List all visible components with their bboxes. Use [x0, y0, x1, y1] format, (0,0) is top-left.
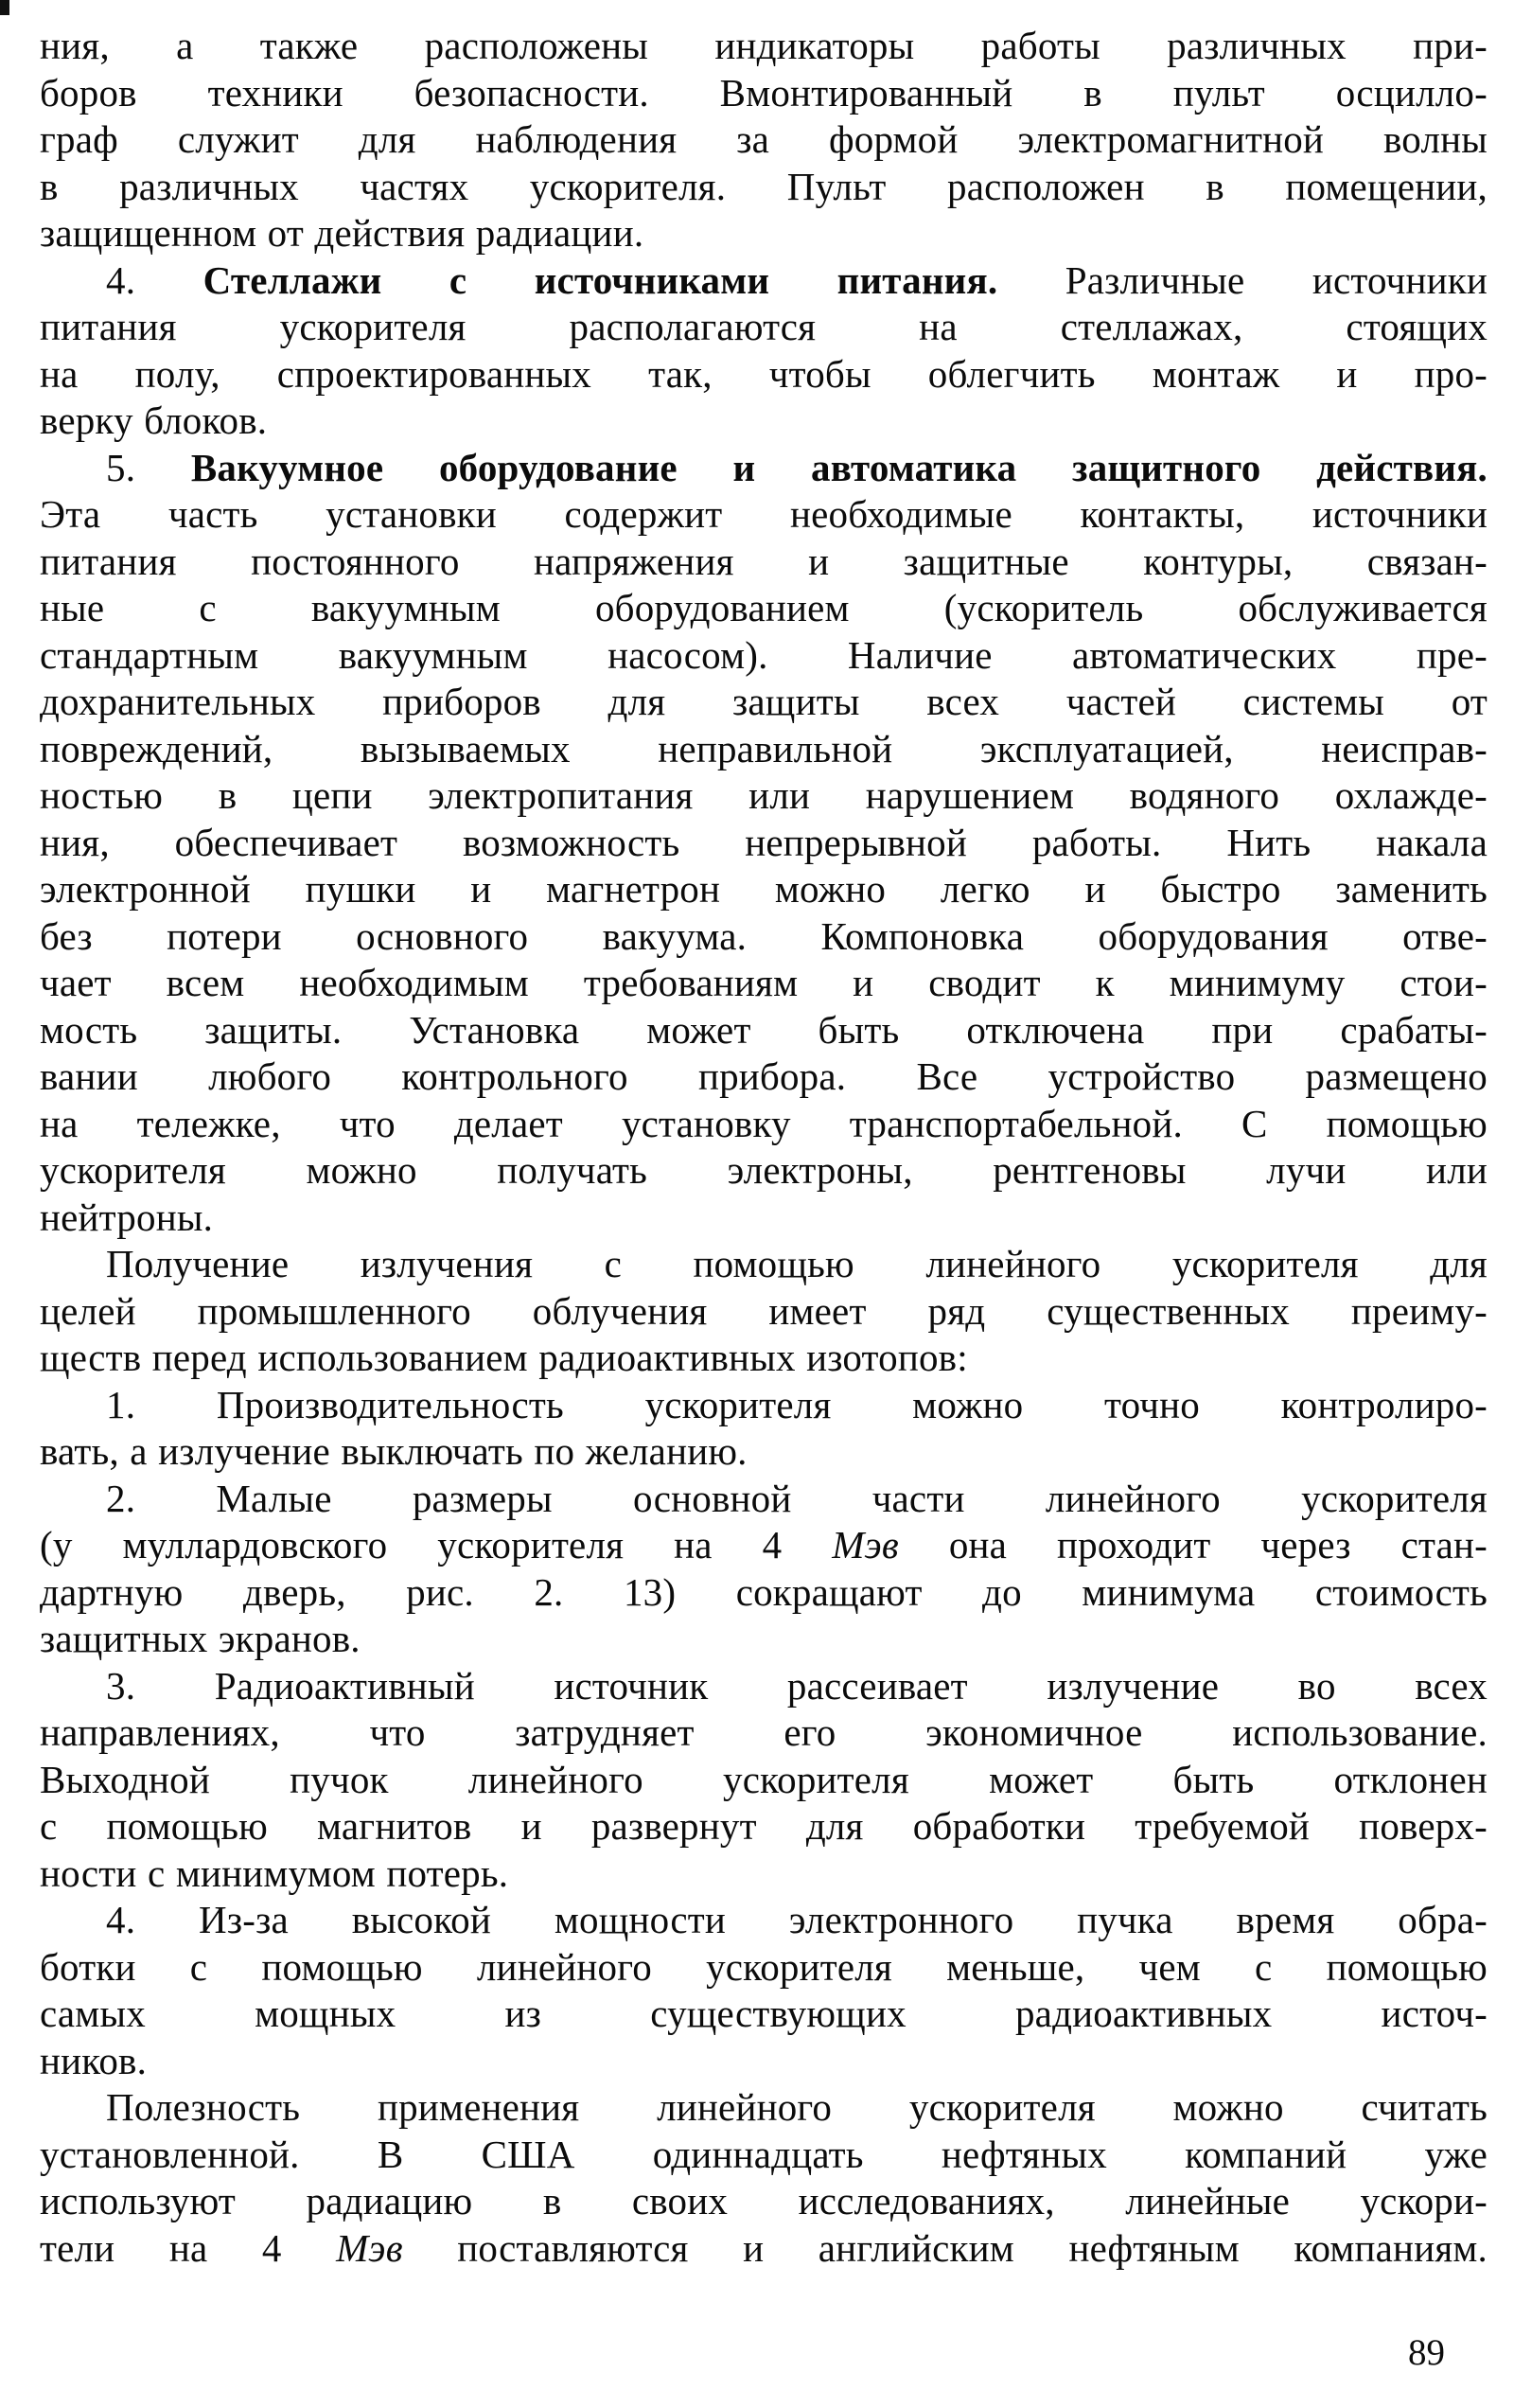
- text-column: [40, 23, 1488, 2272]
- body-text: граф служит для наблюдения за формой электромагнитной волны: [40, 117, 1488, 161]
- text-line: [40, 70, 1488, 117]
- text-line: [40, 23, 1488, 70]
- body-text: повреждений, вызываемых неправильной эксплуатацией, неисправ-: [40, 726, 1488, 770]
- text-line: [40, 1616, 1488, 1663]
- text-line: [40, 679, 1488, 726]
- body-text: ные с вакуумным оборудованием (ускоритель обслуживается: [40, 586, 1488, 629]
- text-line: [40, 116, 1488, 164]
- text-line: [40, 164, 1488, 211]
- text-line: [40, 866, 1488, 913]
- body-text: ников.: [40, 2038, 148, 2082]
- text-line: [40, 2225, 1488, 2273]
- body-text: стандартным вакуумным насосом). Наличие автоматических пре-: [40, 632, 1488, 677]
- text-line: [40, 1147, 1488, 1195]
- body-text: ния, а также расположены индикаторы работы различных при-: [40, 24, 1488, 67]
- body-text: защитных экранов.: [40, 1617, 361, 1660]
- body-text: самых мощных из существующих радиоактивных источ-: [40, 1992, 1488, 2035]
- body-text: ускорителя можно получать электроны, рентгеновы лучи или: [40, 1148, 1488, 1192]
- text-line: [40, 1476, 1488, 1523]
- body-text: питания ускорителя располагаются на стеллажах, стоящих: [40, 305, 1488, 348]
- paragraph-heading-text: Вакуумное оборудование и автоматика защитного действия.: [190, 445, 1488, 489]
- body-text: 5.: [106, 445, 191, 489]
- text-line: [40, 257, 1488, 305]
- body-text: на полу, спроектированных так, чтобы облегчить монтаж и про-: [40, 351, 1488, 396]
- text-line: [40, 1101, 1488, 1148]
- paragraph-heading-text: Стеллажи с источниками питания.: [202, 257, 998, 302]
- text-line: [40, 2084, 1488, 2132]
- text-line: [40, 1382, 1488, 1429]
- body-text: (у муллардовского ускорителя на 4: [40, 1523, 833, 1567]
- text-line: [40, 1241, 1488, 1288]
- text-line: [40, 1709, 1488, 1757]
- text-line: [40, 1288, 1488, 1336]
- body-text: 1. Производительность ускорителя можно точно контролиро-: [106, 1382, 1488, 1426]
- body-text: чает всем необходимым требованиям и сводит к минимуму стои-: [40, 961, 1488, 1004]
- body-text: Получение излучения с помощью линейного ускорителя для: [106, 1242, 1488, 1285]
- page-number: 89: [1408, 2332, 1445, 2373]
- body-text: установленной. В США одиннадцать нефтяных компаний уже: [40, 2132, 1488, 2176]
- body-text: она проходит через стан-: [898, 1523, 1488, 1567]
- body-text: поставляются и английским нефтяным компаниям.: [402, 2225, 1488, 2270]
- body-text: электронной пушки и магнетрон можно легко и быстро заменить: [40, 867, 1488, 911]
- text-line: [40, 398, 1488, 445]
- body-text: дохранительных приборов для защиты всех частей системы от: [40, 680, 1488, 723]
- body-text: Выходной пучок линейного ускорителя может быть отклонен: [40, 1757, 1488, 1801]
- body-text: целей промышленного облучения имеет ряд существенных преиму-: [40, 1288, 1488, 1333]
- body-text: без потери основного вакуума. Компоновка оборудования отве-: [40, 913, 1488, 958]
- scan-artifact: [0, 0, 9, 15]
- text-line: [40, 1944, 1488, 1992]
- text-line: [40, 210, 1488, 257]
- unit-italic-text: Мэв: [832, 1523, 899, 1567]
- text-line: [40, 1054, 1488, 1101]
- text-line: [40, 1991, 1488, 2038]
- body-text: Эта часть установки содержит необходимые контакты, источники: [40, 492, 1488, 536]
- body-text: в различных частях ускорителя. Пульт расположен в помещении,: [40, 164, 1488, 208]
- text-line: [40, 539, 1488, 586]
- text-line: [40, 960, 1488, 1007]
- body-text: на тележке, что делает установку транспортабельной. С помощью: [40, 1101, 1488, 1145]
- body-text: вании любого контрольного прибора. Все устройство размещено: [40, 1054, 1488, 1098]
- body-text: тели на 4: [40, 2225, 337, 2270]
- body-text: используют радиацию в своих исследованиях, линейные ускори-: [40, 2179, 1488, 2222]
- body-text: вать, а излучение выключать по желанию.: [40, 1429, 748, 1473]
- text-line: [40, 1522, 1488, 1569]
- body-text: ботки с помощью линейного ускорителя меньше, чем с помощью: [40, 1944, 1488, 1989]
- body-text: верку блоков.: [40, 398, 268, 442]
- text-line: [40, 820, 1488, 867]
- text-line: [40, 1569, 1488, 1617]
- text-line: [40, 445, 1488, 492]
- text-line: [40, 772, 1488, 820]
- text-line: [40, 1007, 1488, 1054]
- body-text: Полезность применения линейного ускорителя можно считать: [106, 2085, 1488, 2129]
- text-line: [40, 1663, 1488, 1710]
- body-text: нейтроны.: [40, 1195, 214, 1239]
- text-line: [40, 2038, 1488, 2085]
- body-text: ностью в цепи электропитания или нарушением водяного охлажде-: [40, 773, 1488, 817]
- body-text: питания постоянного напряжения и защитные контуры, связан-: [40, 539, 1488, 583]
- text-line: [40, 1897, 1488, 1944]
- body-text: ществ перед использованием радиоактивных изотопов:: [40, 1336, 968, 1379]
- body-text: направлениях, что затрудняет его экономичное использование.: [40, 1710, 1488, 1754]
- text-line: [40, 351, 1488, 398]
- text-line: [40, 913, 1488, 961]
- text-line: [40, 1850, 1488, 1898]
- unit-italic-text: Мэв: [336, 2225, 403, 2270]
- text-line: [40, 1195, 1488, 1242]
- body-text: ния, обеспечивает возможность непрерывной работы. Нить накала: [40, 820, 1488, 864]
- body-text: дартную дверь, рис. 2. 13) сокращают до минимума стоимость: [40, 1569, 1488, 1614]
- body-text: 4.: [106, 257, 203, 302]
- text-line: [40, 726, 1488, 773]
- text-line: [40, 491, 1488, 539]
- body-text: 4. Из-за высокой мощности электронного пучка время обра-: [106, 1898, 1488, 1941]
- text-line: [40, 2178, 1488, 2225]
- body-text: защищенном от действия радиации.: [40, 211, 644, 255]
- body-text: 3. Радиоактивный источник рассеивает излучение во всех: [106, 1663, 1488, 1708]
- text-line: [40, 585, 1488, 632]
- body-text: мость защиты. Установка может быть отключена при срабаты-: [40, 1007, 1488, 1052]
- body-text: ности с минимумом потерь.: [40, 1850, 509, 1895]
- body-text: с помощью магнитов и развернут для обработки требуемой поверх-: [40, 1804, 1488, 1848]
- text-line: [40, 1428, 1488, 1476]
- text-line: [40, 1335, 1488, 1382]
- body-text: боров техники безопасности. Вмонтированный в пульт осцилло-: [40, 70, 1488, 115]
- text-line: [40, 1803, 1488, 1850]
- body-text: 2. Малые размеры основной части линейного ускорителя: [106, 1476, 1488, 1520]
- body-text: Различные источники: [997, 257, 1488, 302]
- text-line: [40, 632, 1488, 680]
- text-line: [40, 2132, 1488, 2179]
- text-line: [40, 1757, 1488, 1804]
- text-line: [40, 304, 1488, 351]
